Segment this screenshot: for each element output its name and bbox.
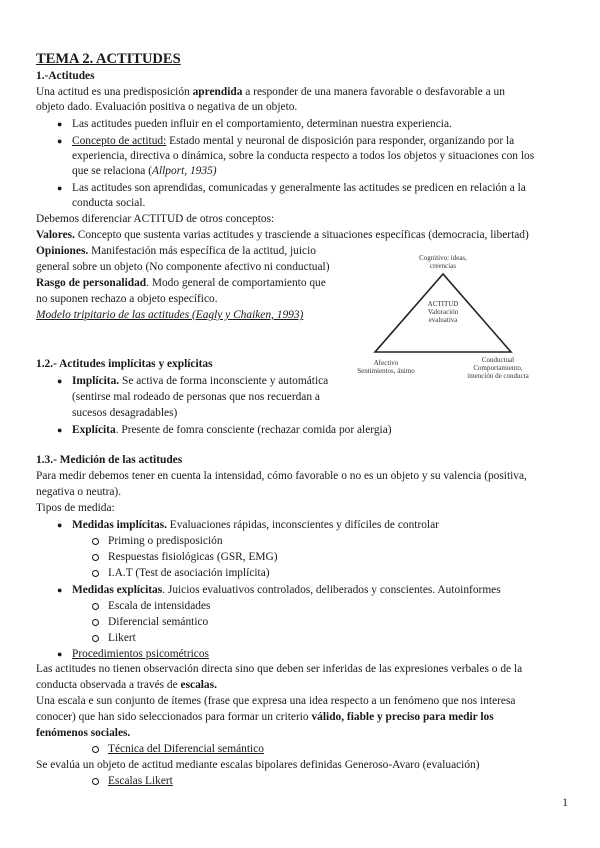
diagram-label-actitud bbox=[417, 300, 469, 324]
label-line: Sentimientos, ánimo bbox=[357, 367, 415, 375]
paragraph-line: Debemos diferenciar ACTITUD de otros conceptos: bbox=[36, 213, 275, 225]
list-item bbox=[72, 374, 328, 389]
label-line: Afectivo bbox=[373, 359, 399, 367]
bullet-icon: ● bbox=[57, 119, 63, 129]
list-item-continuation: sucesos desagradables) bbox=[72, 407, 178, 419]
sub-list-item: Diferencial semántico bbox=[108, 616, 209, 628]
circle-bullet-icon bbox=[92, 778, 99, 785]
paragraph-line: Una escala e sun conjunto de ítemes (frase que expresa una idea respecto a un fenómeno que nos interesa bbox=[36, 695, 516, 707]
text-span: conducta observada a través de bbox=[36, 679, 181, 691]
text-span: Una actitud es una predisposición bbox=[36, 86, 193, 98]
label-line: ACTITUD bbox=[427, 300, 459, 308]
paragraph-line: Tipos de medida: bbox=[36, 502, 115, 514]
label-line: Cognitivo: ideas, bbox=[419, 254, 467, 262]
paragraph-line bbox=[36, 710, 494, 725]
text-span: conocer) que han sido seleccionados para formar un criterio bbox=[36, 711, 312, 723]
bullet-icon: ● bbox=[57, 520, 63, 530]
circle-bullet-icon bbox=[92, 554, 99, 561]
paragraph-line: no suponen rechazo a objeto específico. bbox=[36, 293, 218, 305]
list-item bbox=[72, 583, 501, 598]
circle-bullet-icon bbox=[92, 635, 99, 642]
sub-list-item: Likert bbox=[108, 632, 136, 644]
term-label: Explícita bbox=[72, 424, 116, 436]
page-title: TEMA 2. ACTITUDES bbox=[36, 51, 181, 67]
definition-rasgo bbox=[36, 276, 326, 291]
circle-bullet-icon bbox=[92, 538, 99, 545]
bullet-icon: ● bbox=[57, 136, 63, 146]
bold-text: escalas. bbox=[180, 679, 217, 691]
paragraph-line: fenómenos sociales. bbox=[36, 727, 131, 739]
sub-list-item: Respuestas fisiológicas (GSR, EMG) bbox=[108, 551, 278, 563]
list-item bbox=[72, 518, 439, 533]
text-span: que se relaciona ( bbox=[72, 165, 153, 177]
term-label: Opiniones. bbox=[36, 245, 89, 257]
tripartite-diagram bbox=[355, 252, 530, 382]
list-item bbox=[72, 134, 514, 149]
definition-valores bbox=[36, 228, 529, 243]
text-span: Estado mental y neuronal de disposición para responder, organizando por la bbox=[166, 135, 515, 147]
bullet-icon: ● bbox=[57, 585, 63, 595]
list-item: Las actitudes pueden influir en el comportamiento, determinan nuestra experiencia. bbox=[72, 118, 452, 130]
paragraph-line: Las actitudes no tienen observación directa sino que deben ser inferidas de las expresiones verbales o de la bbox=[36, 663, 523, 675]
text-span: Evaluaciones rápidas, inconscientes y difíciles de controlar bbox=[166, 519, 439, 531]
label-line: Valoración bbox=[427, 308, 459, 316]
paragraph-line: general sobre un objeto (No componente afectivo ni conductual) bbox=[36, 261, 330, 273]
list-item-continuation: conducta social. bbox=[72, 197, 146, 209]
page-number: 1 bbox=[562, 797, 568, 809]
text-span: Manifestación más específica de la actitud, juicio bbox=[88, 245, 316, 257]
list-item-continuation: experiencia, directiva o dinámica, sobre la conducta respecto a todos los objetos y situaciones con los bbox=[72, 150, 535, 162]
section-heading-medicion: 1.3.- Medición de las actitudes bbox=[36, 454, 183, 466]
bold-text: válido, fiable y preciso para medir los bbox=[311, 711, 494, 723]
paragraph-line: negativa o neutra). bbox=[36, 486, 122, 498]
list-item-continuation bbox=[72, 164, 217, 179]
bullet-icon: ● bbox=[57, 376, 63, 386]
paragraph-line: objeto dado. Evaluación positiva o negativa de un objeto. bbox=[36, 101, 298, 113]
definition-opiniones bbox=[36, 244, 316, 259]
text-span: . Juicios evaluativos controlados, deliberados y conscientes. Autoinformes bbox=[162, 584, 501, 596]
text-span: . Modo general de comportamiento que bbox=[146, 277, 326, 289]
paragraph-line bbox=[36, 678, 217, 693]
paragraph-line bbox=[36, 85, 505, 100]
diagram-label-afectivo bbox=[355, 359, 417, 375]
list-item-continuation: (sentirse mal rodeado de personas que nos recuerdan a bbox=[72, 391, 320, 403]
diagram-label-conductual bbox=[467, 356, 529, 380]
sub-list-item: Escala de intensidades bbox=[108, 600, 211, 612]
circle-bullet-icon bbox=[92, 570, 99, 577]
bullet-icon: ● bbox=[57, 425, 63, 435]
likert-link[interactable]: Escalas Likert bbox=[108, 775, 173, 787]
circle-bullet-icon bbox=[92, 619, 99, 626]
label-line: evaluativa bbox=[428, 316, 458, 324]
bold-text: aprendida bbox=[192, 86, 243, 98]
term-label: Medidas explícitas bbox=[72, 584, 163, 596]
text-span: . Presente de fomra consciente (rechazar comida por alergia) bbox=[115, 424, 392, 436]
text-span: Concepto que sustenta varias actitudes y trasciende a situaciones específicas (democracia, libertad) bbox=[74, 229, 529, 241]
label-line: Conductual bbox=[481, 356, 515, 364]
section-heading-actitudes: 1.-Actitudes bbox=[36, 70, 95, 82]
term-label: Implícita. bbox=[72, 375, 120, 387]
tecnica-link[interactable]: Técnica del Diferencial semántico bbox=[108, 743, 264, 755]
bullet-icon: ● bbox=[57, 183, 63, 193]
underlined-term: Concepto de actitud: bbox=[72, 135, 167, 147]
paragraph-line: Para medir debemos tener en cuenta la intensidad, cómo favorable o no es un objeto y su valencia (positiva, bbox=[36, 470, 527, 482]
term-label: Rasgo de personalidad bbox=[36, 277, 147, 289]
model-link[interactable]: Modelo tripitario de las actitudes (Eagly y Chaiken, 1993) bbox=[36, 309, 304, 321]
circle-bullet-icon bbox=[92, 746, 99, 753]
term-label: Valores. bbox=[36, 229, 75, 241]
list-item bbox=[72, 423, 392, 438]
sub-list-item: Priming o predisposición bbox=[108, 535, 223, 547]
list-item: Las actitudes son aprendidas, comunicadas y generalmente las actitudes se predicen en relación a la bbox=[72, 182, 526, 194]
paragraph-line: Se evalúa un objeto de actitud mediante escalas bipolares definidas Generoso-Avaro (evaluación) bbox=[36, 759, 480, 771]
section-heading-implicitas: 1.2.- Actitudes implícitas y explícitas bbox=[36, 358, 213, 370]
label-line: intención de conducta bbox=[467, 372, 529, 380]
bullet-icon: ● bbox=[57, 649, 63, 659]
text-span: a responder de una manera favorable o desfavorable a un bbox=[242, 86, 505, 98]
term-label: Medidas implícitas. bbox=[72, 519, 167, 531]
circle-bullet-icon bbox=[92, 603, 99, 610]
procedimientos-link[interactable]: Procedimientos psicométricos bbox=[72, 648, 209, 660]
label-line: creencias bbox=[429, 262, 457, 270]
diagram-label-cognitivo bbox=[415, 254, 471, 270]
citation: Allport, 1935) bbox=[152, 165, 217, 177]
sub-list-item: I.A.T (Test de asociación implícita) bbox=[108, 567, 270, 579]
label-line: Comportamiento, bbox=[473, 364, 523, 372]
text-span: Se activa de forma inconsciente y automática bbox=[119, 375, 329, 387]
